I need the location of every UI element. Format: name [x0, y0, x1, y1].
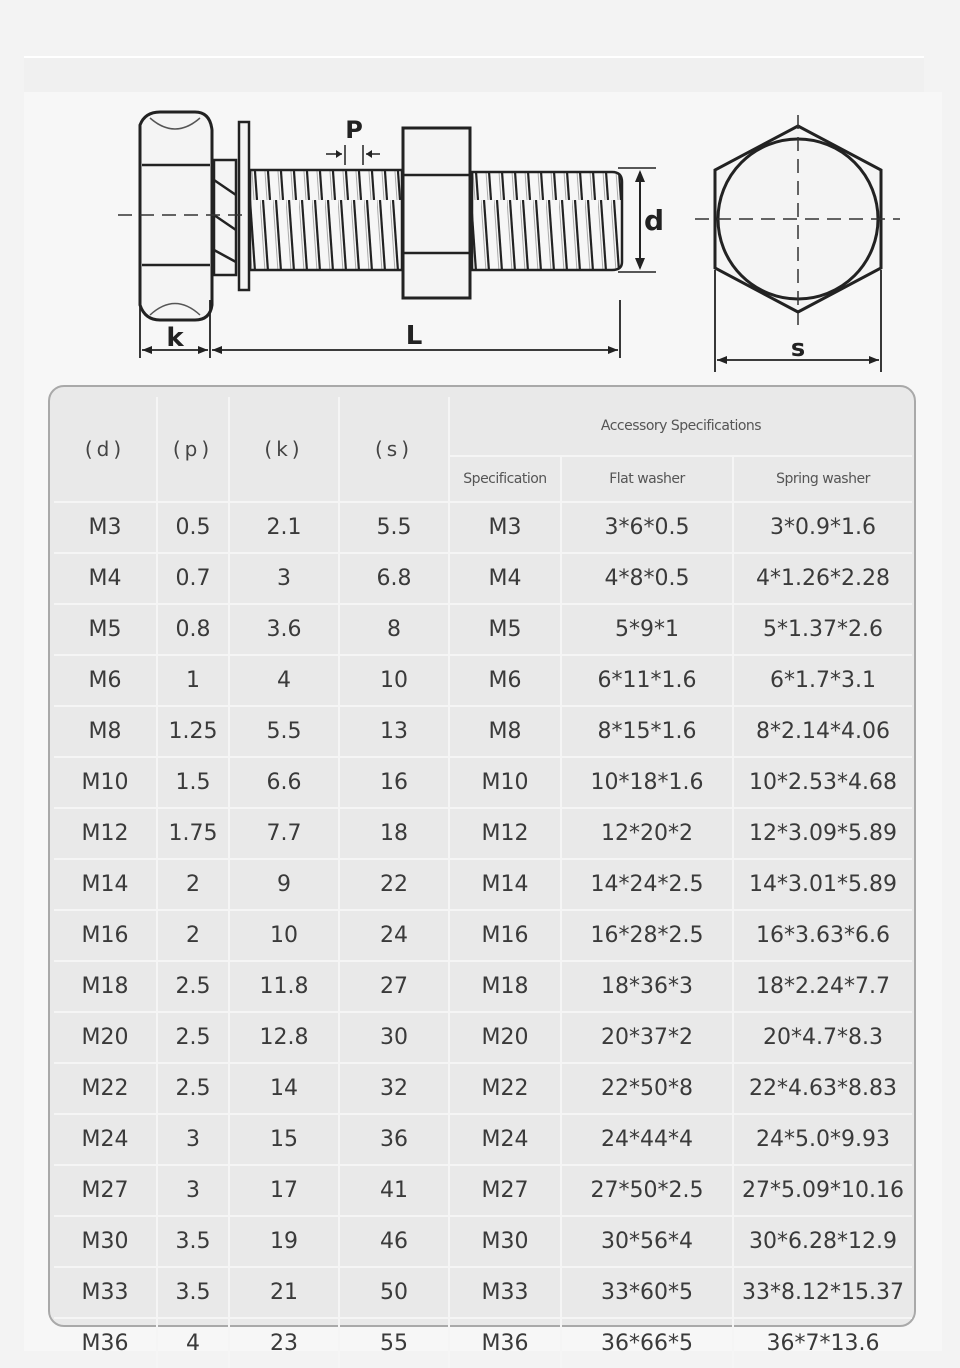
cell-d: M4	[54, 554, 158, 605]
cell-flat-washer: 6*11*1.6	[562, 656, 734, 707]
cell-flat-washer: 8*15*1.6	[562, 707, 734, 758]
cell-spring-washer: 16*3.63*6.6	[734, 911, 912, 962]
width-across-flats-label: s	[790, 334, 806, 362]
cell-p: 2.5	[158, 1013, 230, 1064]
header-p: (p)	[158, 397, 230, 503]
cell-specification: M20	[450, 1013, 562, 1064]
cell-flat-washer: 3*6*0.5	[562, 503, 734, 554]
cell-k: 4	[230, 656, 340, 707]
cell-d: M12	[54, 809, 158, 860]
cell-k: 12.8	[230, 1013, 340, 1064]
cell-flat-washer: 5*9*1	[562, 605, 734, 656]
table-row	[54, 1166, 912, 1217]
cell-d: M20	[54, 1013, 158, 1064]
cell-specification: M36	[450, 1319, 562, 1368]
bolt-head	[140, 112, 212, 320]
table-row	[54, 1319, 912, 1368]
hex-nut	[403, 128, 470, 298]
thread-left	[250, 170, 402, 270]
header-accessory-specifications: Accessory Specifications	[450, 397, 912, 457]
cell-specification: M3	[450, 503, 562, 554]
cell-s: 50	[340, 1268, 450, 1319]
table-row	[54, 758, 912, 809]
table-row	[54, 1064, 912, 1115]
pitch-label: P	[345, 116, 363, 144]
cell-spring-washer: 33*8.12*15.37	[734, 1268, 912, 1319]
cell-p: 1.75	[158, 809, 230, 860]
cell-specification: M27	[450, 1166, 562, 1217]
cell-k: 3.6	[230, 605, 340, 656]
cell-specification: M30	[450, 1217, 562, 1268]
cell-flat-washer: 36*66*5	[562, 1319, 734, 1368]
table-row	[54, 809, 912, 860]
cell-flat-washer: 20*37*2	[562, 1013, 734, 1064]
cell-flat-washer: 12*20*2	[562, 809, 734, 860]
header-flat-washer: Flat washer	[562, 457, 734, 503]
head-height-label: k	[166, 323, 184, 353]
cell-k: 9	[230, 860, 340, 911]
cell-p: 2.5	[158, 962, 230, 1013]
cell-spring-washer: 10*2.53*4.68	[734, 758, 912, 809]
cell-specification: M14	[450, 860, 562, 911]
cell-d: M24	[54, 1115, 158, 1166]
flat-washer	[239, 122, 249, 290]
cell-s: 6.8	[340, 554, 450, 605]
diameter-label: d	[644, 204, 665, 237]
spring-washer	[214, 160, 236, 275]
cell-s: 46	[340, 1217, 450, 1268]
header-s: (s)	[340, 397, 450, 503]
thread-right	[472, 172, 622, 270]
cell-spring-washer: 3*0.9*1.6	[734, 503, 912, 554]
cell-d: M10	[54, 758, 158, 809]
cell-spring-washer: 8*2.14*4.06	[734, 707, 912, 758]
table-row	[54, 707, 912, 758]
table-body	[54, 503, 912, 1368]
cell-p: 2	[158, 911, 230, 962]
cell-d: M6	[54, 656, 158, 707]
table-row	[54, 503, 912, 554]
cell-flat-washer: 18*36*3	[562, 962, 734, 1013]
diameter-dimension	[618, 168, 664, 272]
cell-specification: M33	[450, 1268, 562, 1319]
table-row	[54, 554, 912, 605]
cell-d: M8	[54, 707, 158, 758]
cell-p: 0.7	[158, 554, 230, 605]
cell-spring-washer: 24*5.0*9.93	[734, 1115, 912, 1166]
cell-k: 17	[230, 1166, 340, 1217]
cell-specification: M4	[450, 554, 562, 605]
cell-spring-washer: 36*7*13.6	[766, 1331, 880, 1356]
cell-k: 2.1	[230, 503, 340, 554]
cell-p: 2.5	[158, 1064, 230, 1115]
cell-specification: M10	[450, 758, 562, 809]
cell-s: 27	[340, 962, 450, 1013]
cell-specification: M8	[450, 707, 562, 758]
cell-k: 19	[230, 1217, 340, 1268]
cell-s: 8	[340, 605, 450, 656]
cell-s: 16	[340, 758, 450, 809]
cell-s: 18	[340, 809, 450, 860]
cell-p: 0.8	[158, 605, 230, 656]
cell-spring-washer: 18*2.24*7.7	[734, 962, 912, 1013]
cell-spring-washer: 22*4.63*8.83	[734, 1064, 912, 1115]
cell-flat-washer: 27*50*2.5	[562, 1166, 734, 1217]
cell-specification: M22	[450, 1064, 562, 1115]
cell-spring-washer: 20*4.7*8.3	[734, 1013, 912, 1064]
cell-k: 6.6	[230, 758, 340, 809]
cell-spring-washer: 14*3.01*5.89	[734, 860, 912, 911]
cell-flat-washer: 10*18*1.6	[562, 758, 734, 809]
cell-p: 1.25	[158, 707, 230, 758]
bolt-dimension-diagram	[0, 0, 960, 380]
cell-k: 5.5	[230, 707, 340, 758]
cell-d: M5	[54, 605, 158, 656]
cell-flat-washer: 14*24*2.5	[562, 860, 734, 911]
cell-p: 2	[158, 860, 230, 911]
cell-s: 13	[340, 707, 450, 758]
cell-spring-washer: 5*1.37*2.6	[734, 605, 912, 656]
cell-p: 4	[158, 1319, 230, 1368]
cell-d: M18	[54, 962, 158, 1013]
cell-k: 7.7	[230, 809, 340, 860]
cell-p: 3	[158, 1115, 230, 1166]
cell-spring-washer: 12*3.09*5.89	[734, 809, 912, 860]
cell-spring-washer: 4*1.26*2.28	[734, 554, 912, 605]
table-row	[54, 911, 912, 962]
cell-p: 3	[158, 1166, 230, 1217]
cell-p: 0.5	[158, 503, 230, 554]
cell-s: 32	[340, 1064, 450, 1115]
cell-flat-washer: 30*56*4	[562, 1217, 734, 1268]
cell-specification: M5	[450, 605, 562, 656]
cell-d: M3	[54, 503, 158, 554]
header-spring-washer: Spring washer	[734, 457, 912, 503]
cell-d: M14	[54, 860, 158, 911]
specification-table	[54, 397, 912, 1368]
cell-p: 3.5	[158, 1217, 230, 1268]
cell-s: 22	[340, 860, 450, 911]
cell-s: 24	[340, 911, 450, 962]
length-label: L	[405, 321, 423, 351]
header-k: (k)	[230, 397, 340, 503]
cell-specification: M24	[450, 1115, 562, 1166]
cell-p: 1	[158, 656, 230, 707]
cell-s: 36	[340, 1115, 450, 1166]
header-d: (d)	[54, 397, 158, 503]
cell-specification: M16	[450, 911, 562, 962]
cell-s: 55	[340, 1319, 450, 1368]
cell-p: 3.5	[158, 1268, 230, 1319]
cell-k: 21	[230, 1268, 340, 1319]
cell-k: 23	[230, 1319, 340, 1368]
table-row	[54, 1013, 912, 1064]
table-row	[54, 860, 912, 911]
cell-p: 1.5	[158, 758, 230, 809]
table-row	[54, 605, 912, 656]
table-row	[54, 962, 912, 1013]
cell-spring-washer: 27*5.09*10.16	[734, 1166, 912, 1217]
cell-k: 3	[230, 554, 340, 605]
cell-flat-washer: 33*60*5	[562, 1268, 734, 1319]
table-row	[54, 656, 912, 707]
table-row	[54, 1268, 912, 1319]
table-row	[54, 1115, 912, 1166]
hex-head-top-view	[695, 115, 900, 372]
cell-k: 10	[230, 911, 340, 962]
pitch-dimension	[326, 116, 380, 165]
cell-s: 10	[340, 656, 450, 707]
cell-d: M27	[54, 1166, 158, 1217]
cell-s: 30	[340, 1013, 450, 1064]
cell-s: 5.5	[340, 503, 450, 554]
cell-flat-washer: 16*28*2.5	[562, 911, 734, 962]
cell-k: 15	[230, 1115, 340, 1166]
cell-d: M30	[54, 1217, 158, 1268]
specification-table-card	[48, 385, 916, 1356]
cell-specification: M18	[450, 962, 562, 1013]
cell-s: 41	[340, 1166, 450, 1217]
cell-flat-washer: 4*8*0.5	[562, 554, 734, 605]
cell-specification: M12	[450, 809, 562, 860]
cell-d: M16	[54, 911, 158, 962]
table-row	[54, 1217, 912, 1268]
cell-spring-washer: 30*6.28*12.9	[734, 1217, 912, 1268]
cell-flat-washer: 24*44*4	[562, 1115, 734, 1166]
cell-d: M22	[54, 1064, 158, 1115]
cell-d: M33	[54, 1268, 158, 1319]
cell-k: 14	[230, 1064, 340, 1115]
header-specification: Specification	[450, 457, 562, 503]
cell-k: 11.8	[230, 962, 340, 1013]
cell-spring-washer: 6*1.7*3.1	[734, 656, 912, 707]
cell-d: M36	[54, 1319, 158, 1368]
cell-specification: M6	[450, 656, 562, 707]
cell-flat-washer: 22*50*8	[562, 1064, 734, 1115]
